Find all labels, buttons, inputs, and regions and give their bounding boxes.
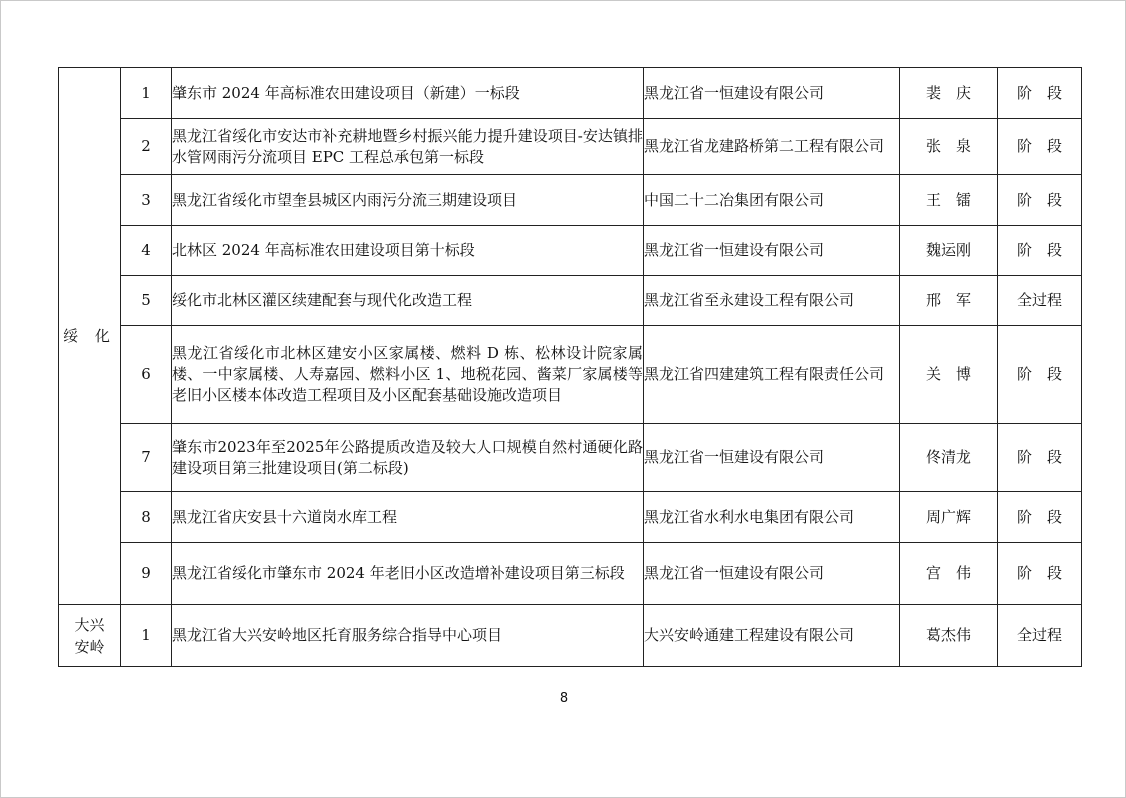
- person-name: 周广辉: [900, 492, 998, 543]
- region-cell-daxinganling: [59, 605, 121, 667]
- company-name: 黑龙江省水利水电集团有限公司: [644, 492, 900, 543]
- person-name: 关 博: [900, 326, 998, 424]
- table-row: [59, 226, 1082, 276]
- row-number: 5: [121, 276, 172, 326]
- row-number: 3: [121, 175, 172, 226]
- project-name: 黑龙江省绥化市肇东市 2024 年老旧小区改造增补建设项目第三标段: [172, 543, 644, 605]
- company-name: 黑龙江省四建建筑工程有限责任公司: [644, 326, 900, 424]
- region-cell-suihua: 绥 化: [59, 68, 121, 605]
- project-name: 黑龙江省大兴安岭地区托育服务综合指导中心项目: [172, 605, 644, 667]
- company-name: 黑龙江省龙建路桥第二工程有限公司: [644, 119, 900, 175]
- company-name: 黑龙江省一恒建设有限公司: [644, 226, 900, 276]
- table-row: [59, 175, 1082, 226]
- person-name: 佟清龙: [900, 424, 998, 492]
- company-name: 大兴安岭通建工程建设有限公司: [644, 605, 900, 667]
- project-name: 黑龙江省绥化市望奎县城区内雨污分流三期建设项目: [172, 175, 644, 226]
- project-name: 黑龙江省绥化市北林区建安小区家属楼、燃料 D 栋、松林设计院家属楼、一中家属楼、人寿嘉园、燃料小区 1、地税花园、酱菜厂家属楼等老旧小区楼本体改造工程项目及小区配套基础设施改造项目: [172, 326, 644, 424]
- table-row: [59, 424, 1082, 492]
- stage-label: 全过程: [998, 605, 1082, 667]
- stage-label: 全过程: [998, 276, 1082, 326]
- table-row: [59, 543, 1082, 605]
- stage-label: 阶 段: [998, 119, 1082, 175]
- person-name: 裴 庆: [900, 68, 998, 119]
- page-number: 8: [559, 691, 569, 706]
- person-name: 魏运刚: [900, 226, 998, 276]
- table-row: [59, 326, 1082, 424]
- project-name: 黑龙江省绥化市安达市补充耕地暨乡村振兴能力提升建设项目-安达镇排水管网雨污分流项目 EPC 工程总承包第一标段: [172, 119, 644, 175]
- project-name: 绥化市北林区灌区续建配套与现代化改造工程: [172, 276, 644, 326]
- stage-label: 阶 段: [998, 175, 1082, 226]
- person-name: 张 泉: [900, 119, 998, 175]
- row-number: 2: [121, 119, 172, 175]
- row-number: 6: [121, 326, 172, 424]
- region-name-line2: 安岭: [74, 637, 105, 656]
- row-number: 1: [121, 68, 172, 119]
- company-name: 黑龙江省至永建设工程有限公司: [644, 276, 900, 326]
- project-table: [58, 67, 1082, 667]
- table-row: [59, 605, 1082, 667]
- company-name: 黑龙江省一恒建设有限公司: [644, 424, 900, 492]
- person-name: 宫 伟: [900, 543, 998, 605]
- project-name: 肇东市2023年至2025年公路提质改造及较大人口规模自然村通硬化路建设项目第三批建设项目(第二标段): [172, 424, 644, 492]
- stage-label: 阶 段: [998, 326, 1082, 424]
- company-name: 黑龙江省一恒建设有限公司: [644, 543, 900, 605]
- row-number: 7: [121, 424, 172, 492]
- project-name: 黑龙江省庆安县十六道岗水库工程: [172, 492, 644, 543]
- stage-label: 阶 段: [998, 226, 1082, 276]
- region-name-line1: 大兴: [74, 615, 105, 634]
- project-name: 北林区 2024 年高标准农田建设项目第十标段: [172, 226, 644, 276]
- company-name: 黑龙江省一恒建设有限公司: [644, 68, 900, 119]
- row-number: 4: [121, 226, 172, 276]
- project-name: 肇东市 2024 年高标准农田建设项目（新建）一标段: [172, 68, 644, 119]
- table-row: [59, 276, 1082, 326]
- person-name: 王 镭: [900, 175, 998, 226]
- row-number: 8: [121, 492, 172, 543]
- stage-label: 阶 段: [998, 68, 1082, 119]
- row-number: 9: [121, 543, 172, 605]
- table-row: [59, 68, 1082, 119]
- person-name: 葛杰伟: [900, 605, 998, 667]
- person-name: 邢 军: [900, 276, 998, 326]
- row-number: 1: [121, 605, 172, 667]
- stage-label: 阶 段: [998, 543, 1082, 605]
- stage-label: 阶 段: [998, 492, 1082, 543]
- table-row: [59, 119, 1082, 175]
- stage-label: 阶 段: [998, 424, 1082, 492]
- company-name: 中国二十二冶集团有限公司: [644, 175, 900, 226]
- table-row: [59, 492, 1082, 543]
